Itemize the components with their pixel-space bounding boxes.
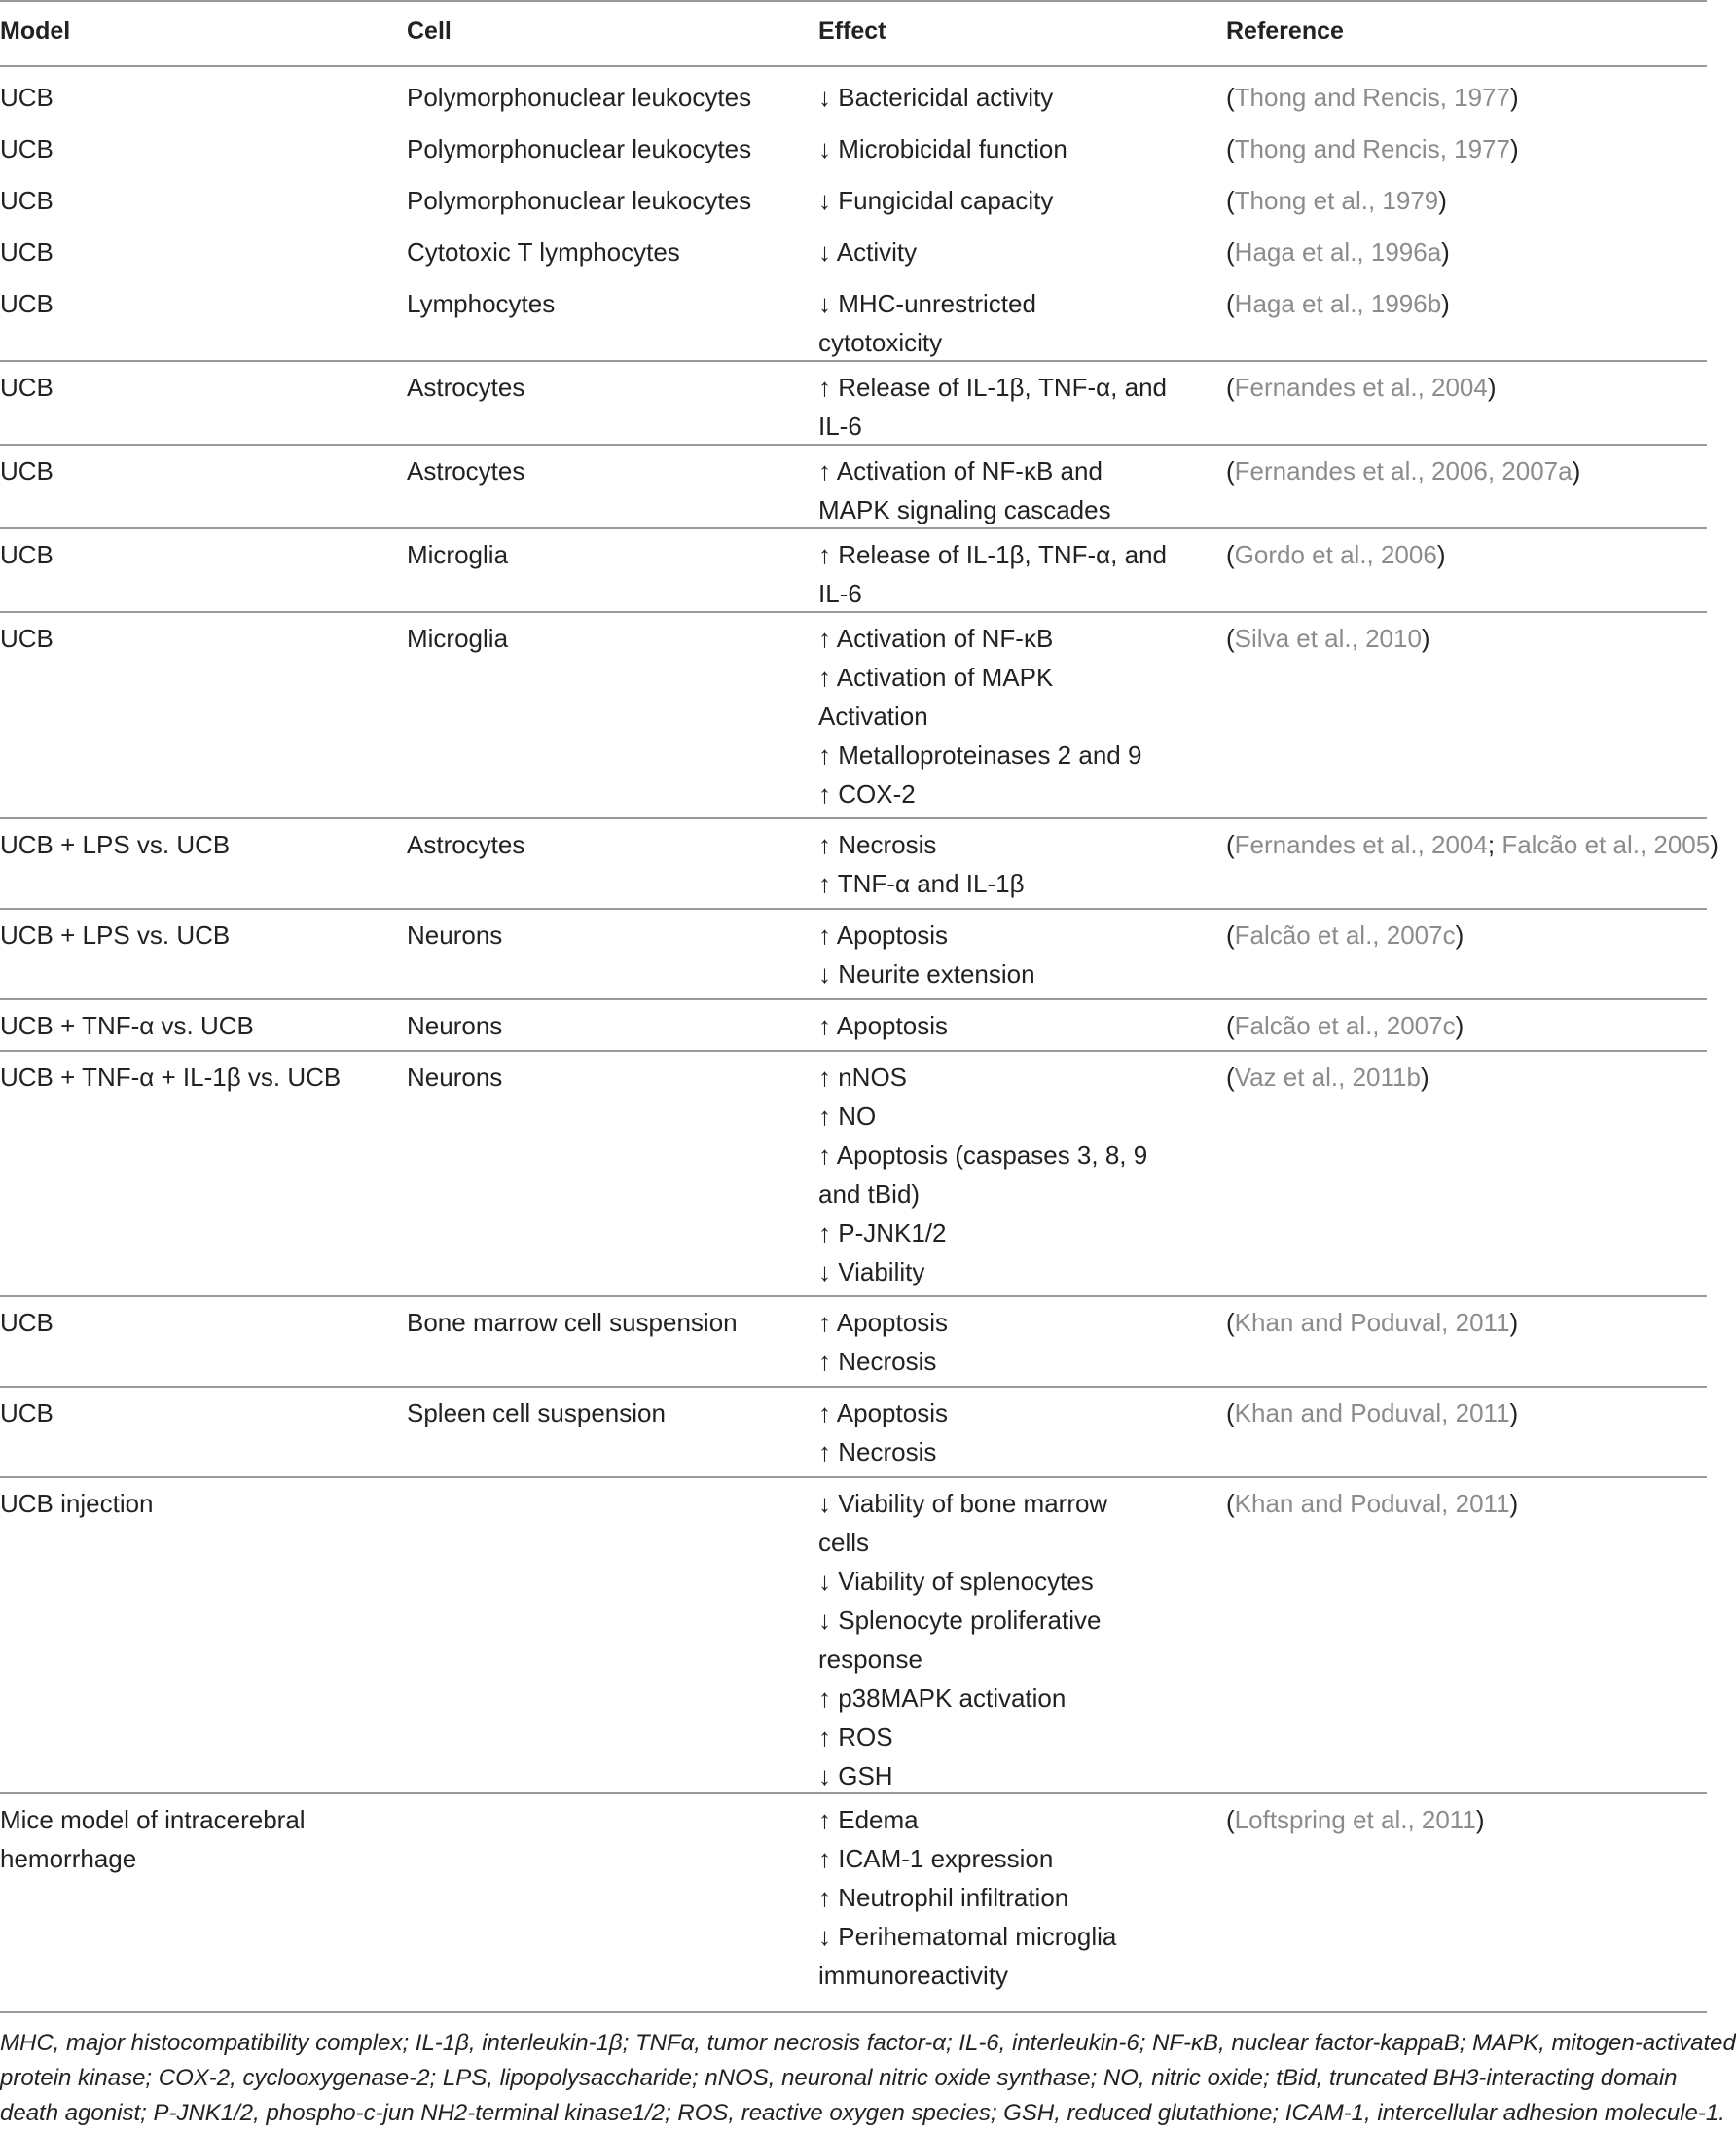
footnote-line: MHC, major histocompatibility complex; IL-1β, interleukin-1β; TNFα, tumor necrosis factor-α; IL-6, interleukin-6; NF-κB, nuclear factor-kappaB; MAPK, mitogen-activated xyxy=(0,2030,1736,2056)
model-cell-line: UCB xyxy=(0,373,54,402)
effect-cell-line: ↓ Neurite extension xyxy=(818,959,1035,989)
reference-cell: (Khan and Poduval, 2011) xyxy=(1226,1489,1519,1518)
header-rule xyxy=(0,65,1707,67)
cell-cell-line: Spleen cell suspension xyxy=(407,1398,666,1427)
effect-cell-line: ↑ Release of IL-1β, TNF-α, and xyxy=(818,373,1168,402)
citation-link[interactable]: Vaz et al., 2011b xyxy=(1234,1063,1421,1092)
reference-cell: (Thong and Rencis, 1977) xyxy=(1226,83,1519,112)
model-cell-line: UCB xyxy=(0,1308,54,1337)
citation-link[interactable]: Khan and Poduval, 2011 xyxy=(1234,1489,1510,1518)
cell-cell-line: Neurons xyxy=(407,1011,503,1040)
reference-cell: (Vaz et al., 2011b) xyxy=(1226,1063,1429,1092)
effect-cell-line: ↑ Apoptosis xyxy=(818,921,948,950)
effect-cell-line: ↑ Activation of MAPK xyxy=(818,663,1054,692)
citation-link[interactable]: Fernandes et al., 2004 xyxy=(1234,373,1488,402)
effect-cell-line: ↑ Necrosis xyxy=(818,1347,937,1376)
effect-cell-line: ↓ Viability of bone marrow xyxy=(818,1489,1108,1518)
reference-cell: (Loftspring et al., 2011) xyxy=(1226,1805,1485,1834)
reference-cell: (Haga et al., 1996b) xyxy=(1226,289,1450,318)
model-cell-line: UCB + LPS vs. UCB xyxy=(0,921,231,950)
effect-cell-line: ↑ Apoptosis xyxy=(818,1398,948,1427)
citation-link[interactable]: Falcão et al., 2007c xyxy=(1234,1011,1456,1040)
model-cell-line: UCB + TNF-α vs. UCB xyxy=(0,1011,254,1040)
citation-link[interactable]: Gordo et al., 2006 xyxy=(1234,540,1437,569)
effect-cell-line: ↓ Microbicidal function xyxy=(818,134,1067,163)
row-divider xyxy=(0,908,1707,910)
reference-cell: (Khan and Poduval, 2011) xyxy=(1226,1308,1519,1337)
effect-cell-line: ↑ COX-2 xyxy=(818,779,916,809)
model-cell-line: UCB xyxy=(0,624,54,653)
model-cell-line: UCB xyxy=(0,134,54,163)
row-divider xyxy=(0,1295,1707,1297)
header-cell: Cell xyxy=(407,18,452,45)
effect-cell-line: ↑ ICAM-1 expression xyxy=(818,1844,1054,1873)
top-rule xyxy=(0,0,1707,2)
effect-cell-line: ↑ Release of IL-1β, TNF-α, and xyxy=(818,540,1168,569)
cell-cell-line: Microglia xyxy=(407,540,509,569)
row-divider xyxy=(0,2011,1707,2013)
citation-link[interactable]: Falcão et al., 2005 xyxy=(1501,830,1711,859)
cell-cell-line: Cytotoxic T lymphocytes xyxy=(407,237,680,267)
row-divider xyxy=(0,817,1707,819)
effect-cell-line: ↑ Necrosis xyxy=(818,1437,937,1466)
citation-link[interactable]: Thong and Rencis, 1977 xyxy=(1234,134,1510,163)
effect-cell-line: cytotoxicity xyxy=(818,328,943,357)
reference-cell: (Fernandes et al., 2004; Falcão et al., 2005) xyxy=(1226,830,1718,859)
model-cell-line: UCB + LPS vs. UCB xyxy=(0,830,231,859)
cell-cell-line: Polymorphonuclear leukocytes xyxy=(407,134,752,163)
cell-cell-line: Astrocytes xyxy=(407,373,525,402)
reference-cell: (Fernandes et al., 2004) xyxy=(1226,373,1497,402)
effect-cell-line: IL-6 xyxy=(818,412,862,441)
model-cell-line: UCB xyxy=(0,186,54,215)
model-cell-line: UCB xyxy=(0,456,54,486)
cell-cell-line: Astrocytes xyxy=(407,456,525,486)
reference-cell: (Silva et al., 2010) xyxy=(1226,624,1430,653)
citation-link[interactable]: Haga et al., 1996b xyxy=(1234,289,1442,318)
cell-cell-line: Lymphocytes xyxy=(407,289,556,318)
effect-cell-line: ↑ Apoptosis (caspases 3, 8, 9 xyxy=(818,1140,1148,1170)
effect-cell-line: ↑ Apoptosis xyxy=(818,1308,948,1337)
effect-cell-line: cells xyxy=(818,1528,870,1557)
cell-cell-line: Bone marrow cell suspension xyxy=(407,1308,738,1337)
effect-cell-line: ↑ Activation of NF-κB and xyxy=(818,456,1103,486)
cell-cell-line: Polymorphonuclear leukocytes xyxy=(407,83,752,112)
model-cell-line: UCB injection xyxy=(0,1489,154,1518)
citation-link[interactable]: Silva et al., 2010 xyxy=(1234,624,1422,653)
citation-link[interactable]: Khan and Poduval, 2011 xyxy=(1234,1398,1510,1427)
row-divider xyxy=(0,1050,1707,1052)
model-cell-line: Mice model of intracerebral xyxy=(0,1805,306,1834)
effect-cell-line: ↑ Metalloproteinases 2 and 9 xyxy=(818,741,1142,770)
header-reference: Reference xyxy=(1226,18,1344,45)
reference-cell: (Falcão et al., 2007c) xyxy=(1226,1011,1465,1040)
citation-link[interactable]: Falcão et al., 2007c xyxy=(1234,921,1456,950)
effect-cell-line: ↑ Apoptosis xyxy=(818,1011,948,1040)
effect-cell-line: MAPK signaling cascades xyxy=(818,495,1111,524)
footnote-line: protein kinase; COX-2, cyclooxygenase-2; LPS, lipopolysaccharide; nNOS, neuronal nitric oxide synthase; NO, nitric oxide; tBid, truncated BH3-interacting domain xyxy=(0,2065,1678,2091)
effect-cell-line: Activation xyxy=(818,702,928,731)
effect-cell-line: ↑ Edema xyxy=(818,1805,919,1834)
effect-cell-line: ↑ NO xyxy=(818,1102,877,1131)
cell-cell-line: Neurons xyxy=(407,921,503,950)
footnote-line: death agonist; P-JNK1/2, phospho-c-jun NH2-terminal kinase1/2; ROS, reactive oxygen species; GSH, reduced glutathione; ICAM-1, intercellular adhesion molecule-1. xyxy=(0,2100,1725,2126)
model-cell-line: hemorrhage xyxy=(0,1844,137,1873)
cell-cell-line: Polymorphonuclear leukocytes xyxy=(407,186,752,215)
effect-cell-line: ↑ Neutrophil infiltration xyxy=(818,1883,1069,1912)
model-cell-line: UCB xyxy=(0,289,54,318)
effect-cell-line: ↓ Perihematomal microglia xyxy=(818,1922,1117,1951)
effect-cell-line: ↑ p38MAPK activation xyxy=(818,1683,1067,1713)
effect-cell-line: ↑ TNF-α and IL-1β xyxy=(818,869,1025,898)
effect-cell-line: ↓ Activity xyxy=(818,237,918,267)
effect-cell-line: ↓ Splenocyte proliferative xyxy=(818,1606,1102,1635)
effect-cell-line: ↓ Bactericidal activity xyxy=(818,83,1054,112)
effect-cell-line: ↓ Viability of splenocytes xyxy=(818,1567,1094,1596)
effect-cell-line: ↑ ROS xyxy=(818,1722,893,1752)
reference-cell: (Khan and Poduval, 2011) xyxy=(1226,1398,1519,1427)
effect-cell-line: ↓ Viability xyxy=(818,1257,925,1286)
row-divider xyxy=(0,998,1707,1000)
citation-link[interactable]: Fernandes et al., 2006, 2007a xyxy=(1234,456,1573,486)
effect-cell-line: ↓ GSH xyxy=(818,1761,893,1790)
reference-cell: (Thong and Rencis, 1977) xyxy=(1226,134,1519,163)
citation-link[interactable]: Thong and Rencis, 1977 xyxy=(1234,83,1510,112)
effect-cell-line: response xyxy=(818,1644,922,1674)
effect-cell-line: immunoreactivity xyxy=(818,1961,1009,1990)
reference-cell: (Fernandes et al., 2006, 2007a) xyxy=(1226,456,1581,486)
effect-cell-line: ↑ P-JNK1/2 xyxy=(818,1218,947,1247)
model-cell-line: UCB xyxy=(0,1398,54,1427)
row-divider xyxy=(0,1386,1707,1388)
reference-cell: (Haga et al., 1996a) xyxy=(1226,237,1450,267)
effect-cell-line: ↓ MHC-unrestricted xyxy=(818,289,1036,318)
header-model: Model xyxy=(0,18,71,45)
citation-link[interactable]: Fernandes et al., 2004 xyxy=(1234,830,1488,859)
row-divider xyxy=(0,1476,1707,1478)
header-effect: Effect xyxy=(818,18,886,45)
reference-cell: (Falcão et al., 2007c) xyxy=(1226,921,1465,950)
reference-cell: (Thong et al., 1979) xyxy=(1226,186,1447,215)
cell-cell-line: Astrocytes xyxy=(407,830,525,859)
cell-cell-line: Neurons xyxy=(407,1063,503,1092)
effect-cell-line: ↑ Necrosis xyxy=(818,830,937,859)
effect-cell-line: ↑ nNOS xyxy=(818,1063,908,1092)
model-cell-line: UCB xyxy=(0,83,54,112)
citation-link[interactable]: Haga et al., 1996a xyxy=(1234,237,1442,267)
citation-link[interactable]: Khan and Poduval, 2011 xyxy=(1234,1308,1510,1337)
effect-cell-line: and tBid) xyxy=(818,1179,921,1209)
citation-link[interactable]: Thong et al., 1979 xyxy=(1234,186,1439,215)
effect-cell-line: ↑ Activation of NF-κB xyxy=(818,624,1054,653)
effect-cell-line: ↓ Fungicidal capacity xyxy=(818,186,1054,215)
effect-cell-line: IL-6 xyxy=(818,579,862,608)
citation-link[interactable]: Loftspring et al., 2011 xyxy=(1234,1805,1476,1834)
model-cell-line: UCB xyxy=(0,237,54,267)
model-cell-line: UCB xyxy=(0,540,54,569)
cell-cell-line: Microglia xyxy=(407,624,509,653)
reference-cell: (Gordo et al., 2006) xyxy=(1226,540,1446,569)
model-cell-line: UCB + TNF-α + IL-1β vs. UCB xyxy=(0,1063,342,1092)
